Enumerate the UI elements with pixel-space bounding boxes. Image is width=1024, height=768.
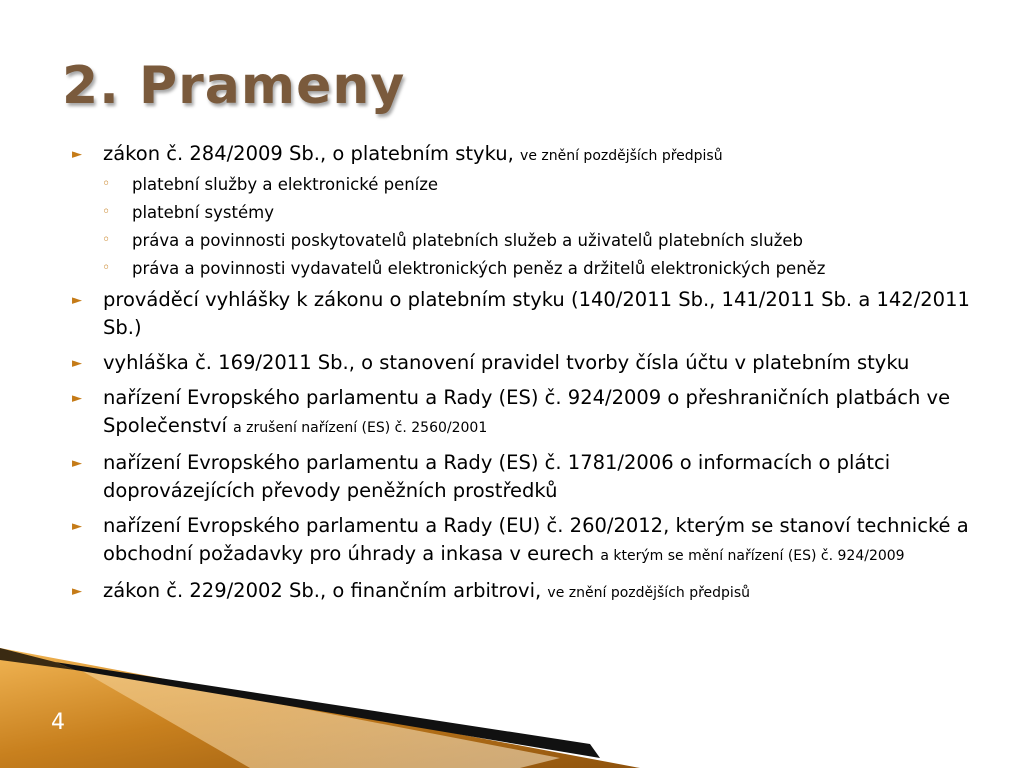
item-text: platební systémy [132,203,274,222]
triangle-bullet-icon: ► [72,391,82,406]
list-item [72,202,972,224]
item-text: práva a povinnosti poskytovatelů platebních služeb a uživatelů platebních služeb [132,231,804,250]
list-item [72,384,972,442]
footer-decoration [0,640,1024,768]
circle-bullet-icon: ◦ [102,260,111,276]
triangle-bullet-icon: ► [72,147,82,162]
list-item [72,449,972,505]
item-note: a kterým se mění nařízení (ES) č. 924/2009 [600,548,905,564]
triangle-bullet-icon: ► [72,584,82,599]
list-item [72,258,972,280]
triangle-bullet-icon: ► [72,293,82,308]
triangle-bullet-icon: ► [72,519,82,534]
item-text: zákon č. 229/2002 Sb., o finančním arbitrovi, [103,579,542,602]
item-text: zákon č. 284/2009 Sb., o platebním styku, [103,142,514,165]
item-text: platební služby a elektronické peníze [132,175,439,194]
triangle-bullet-icon: ► [72,356,82,371]
item-text: práva a povinnosti vydavatelů elektronických peněz a držitelů elektronických peněz [132,259,826,278]
list-item [72,140,972,170]
page-number: 4 [51,710,65,735]
item-note: ve znění pozdějších předpisů [547,585,750,601]
triangle-bullet-icon: ► [72,456,82,471]
item-text: vyhláška č. 169/2011 Sb., o stanovení pravidel tvorby čísla účtu v platebním styku [103,351,910,374]
list-item [72,174,972,196]
list-item [72,230,972,252]
slide-title: 2. Prameny [62,56,406,116]
item-note: a zrušení nařízení (ES) č. 2560/2001 [233,420,488,436]
list-item [72,512,972,570]
item-text: prováděcí vyhlášky k zákonu o platebním styku (140/2011 Sb., 141/2011 Sb. a 142/2011 Sb.) [103,288,970,339]
circle-bullet-icon: ◦ [102,176,111,192]
circle-bullet-icon: ◦ [102,232,111,248]
item-text: nařízení Evropského parlamentu a Rady (ES) č. 1781/2006 o informacích o plátci doprovázejících převody peněžních prostředků [103,451,891,502]
bullet-list [72,140,972,614]
item-text: nařízení Evropského parlamentu a Rady (EU) č. 260/2012, kterým se stanoví technické a obchodní požadavky pro úhrady a inkasa v eurech [103,514,969,565]
item-note: ve znění pozdějších předpisů [520,148,723,164]
circle-bullet-icon: ◦ [102,204,111,220]
list-item [72,349,972,377]
list-item [72,286,972,342]
item-text: nařízení Evropského parlamentu a Rady (ES) č. 924/2009 o přeshraničních platbách ve Společenství [103,386,951,437]
list-item [72,577,972,607]
